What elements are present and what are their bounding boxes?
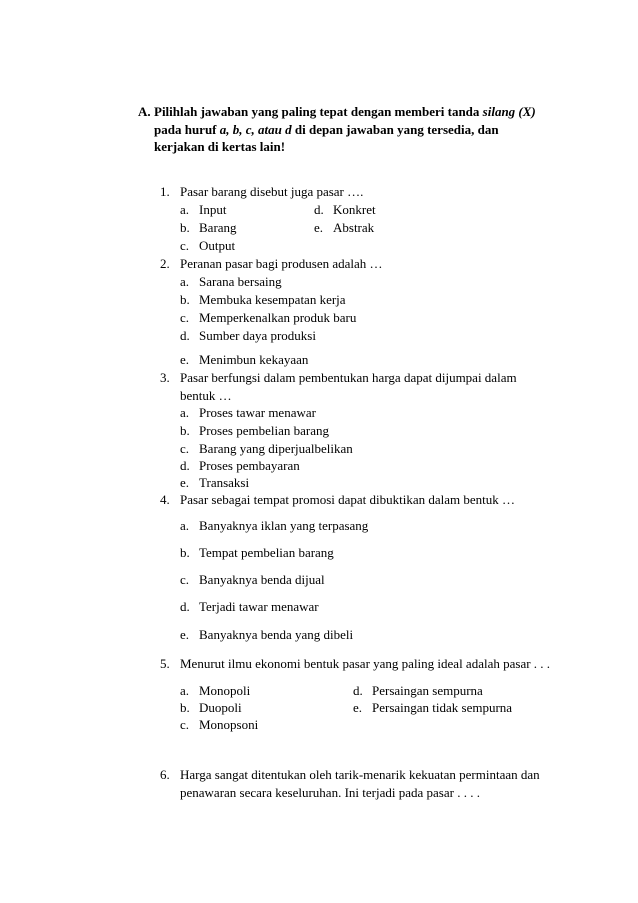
question-text: Pasar sebagai tempat promosi dapat dibuktikan dalam bentuk … xyxy=(180,492,516,507)
question-3 xyxy=(160,369,580,404)
option-3e[interactable]: e. Transaksi xyxy=(180,475,250,490)
question-6 xyxy=(160,766,580,801)
option-4a[interactable]: a. Banyaknya iklan yang terpasang xyxy=(180,518,369,533)
question-number: 5. xyxy=(160,656,170,671)
option-3a[interactable]: a. Proses tawar menawar xyxy=(180,405,316,420)
option-4d[interactable]: d. Terjadi tawar menawar xyxy=(180,599,319,614)
option-2d[interactable]: d. Sumber daya produksi xyxy=(180,328,316,343)
option-1a[interactable]: a. Input xyxy=(180,202,227,217)
question-number: 3. xyxy=(160,370,170,385)
question-number: 2. xyxy=(160,256,170,271)
option-5c[interactable]: c. Monopsoni xyxy=(180,717,259,732)
question-1 xyxy=(160,183,580,201)
section-instructions xyxy=(138,103,558,156)
option-5e[interactable]: e. Persaingan tidak sempurna xyxy=(353,700,513,715)
instructions-line-3: kerjakan di kertas lain! xyxy=(154,139,286,154)
instructions-text xyxy=(154,103,558,156)
option-1c[interactable]: c. Output xyxy=(180,238,236,253)
option-5d[interactable]: d. Persaingan sempurna xyxy=(353,683,483,698)
option-3d[interactable]: d. Proses pembayaran xyxy=(180,458,300,473)
option-4e[interactable]: e. Banyaknya benda yang dibeli xyxy=(180,627,354,642)
emphasis-silang: silang (X) xyxy=(482,104,536,119)
option-3c[interactable]: c. Barang yang diperjualbelikan xyxy=(180,441,353,456)
question-2 xyxy=(160,255,580,273)
option-5a[interactable]: a. Monopoli xyxy=(180,683,251,698)
option-2e[interactable]: e. Menimbun kekayaan xyxy=(180,352,309,367)
question-number: 1. xyxy=(160,184,170,199)
option-1d[interactable]: d. Konkret xyxy=(314,202,376,217)
question-text: Menurut ilmu ekonomi bentuk pasar yang paling ideal adalah pasar . . . xyxy=(180,656,551,671)
instructions-line-1: Pilihlah jawaban yang paling tepat dengan memberi tanda silang (X) xyxy=(154,104,536,119)
emphasis-letters: a, b, c, atau d xyxy=(219,121,292,137)
option-2a[interactable]: a. Sarana bersaing xyxy=(180,274,282,289)
question-number: 6. xyxy=(160,767,170,782)
section-letter: A. xyxy=(138,104,151,119)
question-number: 4. xyxy=(160,492,170,507)
question-text: Pasar barang disebut juga pasar …. xyxy=(180,184,364,199)
question-5 xyxy=(160,655,580,673)
option-2b[interactable]: b. Membuka kesempatan kerja xyxy=(180,292,346,307)
question-4 xyxy=(160,491,580,509)
option-4c[interactable]: c. Banyaknya benda dijual xyxy=(180,572,325,587)
option-4b[interactable]: b. Tempat pembelian barang xyxy=(180,545,334,560)
option-2c[interactable]: c. Memperkenalkan produk baru xyxy=(180,310,357,325)
option-1b[interactable]: b. Barang xyxy=(180,220,237,235)
question-text: Peranan pasar bagi produsen adalah … xyxy=(180,256,383,271)
question-text: Harga sangat ditentukan oleh tarik-menarik kekuatan permintaan dan penawaran secara keseluruhan. Ini terjadi pada pasar . . . . xyxy=(180,767,540,800)
question-text: Pasar berfungsi dalam pembentukan harga dapat dijumpai dalam bentuk … xyxy=(180,370,517,403)
option-1e[interactable]: e. Abstrak xyxy=(314,220,375,235)
option-5b[interactable]: b. Duopoli xyxy=(180,700,242,715)
instructions-line-2: pada huruf a, b, c, atau d di depan jawaban yang tersedia, dan xyxy=(154,121,499,137)
option-3b[interactable]: b. Proses pembelian barang xyxy=(180,423,329,438)
